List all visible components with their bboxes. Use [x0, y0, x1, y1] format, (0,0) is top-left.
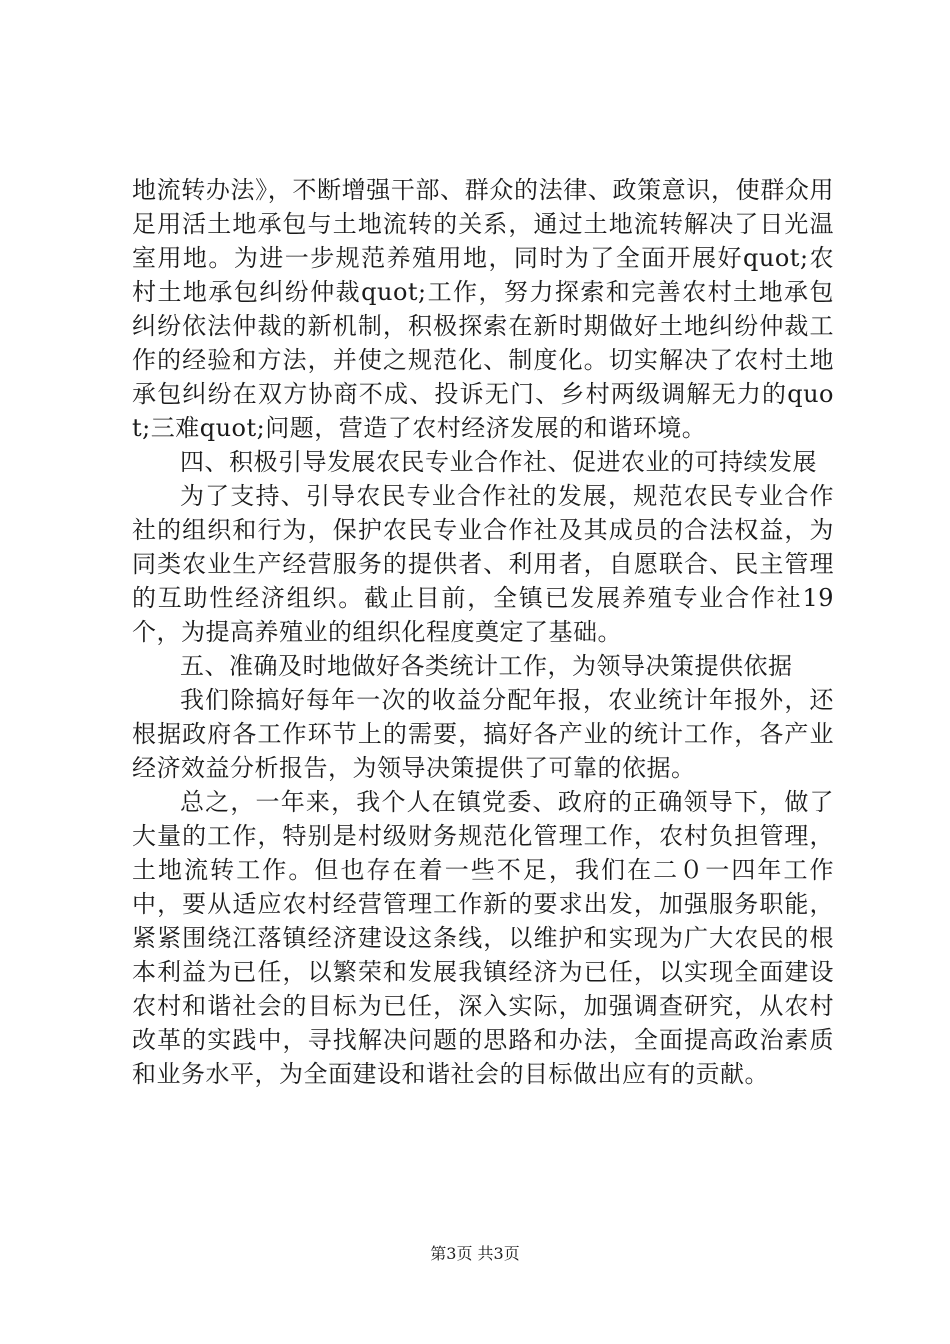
paragraph-1: 地流转办法》，不断增强干部、群众的法律、政策意识，使群众用足用活土地承包与土地流转的关系，通过土地流转解决了日光温室用地。为进一步规范养殖用地，同时为了全面开展好quot;农村土地承包纠纷仲裁quot;工作，努力探索和完善农村土地承包纠纷依法仲裁的新机制，积极探索在新时期做好土地纠纷仲裁工作的经验和方法，并使之规范化、制度化。切实解决了农村土地承包纠纷在双方协商不成、投诉无门、乡村两级调解无力的quot;三难quot;问题，营造了农村经济发展的和谐环境。: [132, 176, 834, 442]
page-number-footer: 第3页 共3页: [430, 1244, 520, 1263]
document-body: [132, 173, 834, 1091]
paragraph-3: 我们除搞好每年一次的收益分配年报，农业统计年报外，还根据政府各工作环节上的需要，搞好各产业的统计工作，各产业经济效益分析报告，为领导决策提供了可靠的依据。: [132, 686, 834, 782]
paragraph-conclusion: 总之，一年来，我个人在镇党委、政府的正确领导下，做了大量的工作，特别是村级财务规范化管理工作，农村负担管理，土地流转工作。但也存在着一些不足，我们在二０一四年工作中，要从适应农村经营管理工作新的要求出发，加强服务职能，紧紧围绕江落镇经济建设这条线，以维护和实现为广大农民的根本利益为已任，以繁荣和发展我镇经济为已任，以实现全面建设农村和谐社会的目标为已任，深入实际，加强调查研究，从农村改革的实践中，寻找解决问题的思路和办法，全面提高政治素质和业务水平，为全面建设和谐社会的目标做出应有的贡献。: [132, 788, 834, 1088]
paragraph-2: 为了支持、引导农民专业合作社的发展，规范农民专业合作社的组织和行为，保护农民专业合作社及其成员的合法权益，为同类农业生产经营服务的提供者、利用者，自愿联合、民主管理的互助性经济组织。截止目前，全镇已发展养殖专业合作社19个，为提高养殖业的组织化程度奠定了基础。: [132, 482, 834, 646]
section-heading-4: 四、积极引导发展农民专业合作社、促进农业的可持续发展: [180, 448, 817, 476]
section-heading-5: 五、准确及时地做好各类统计工作，为领导决策提供依据: [180, 652, 793, 680]
